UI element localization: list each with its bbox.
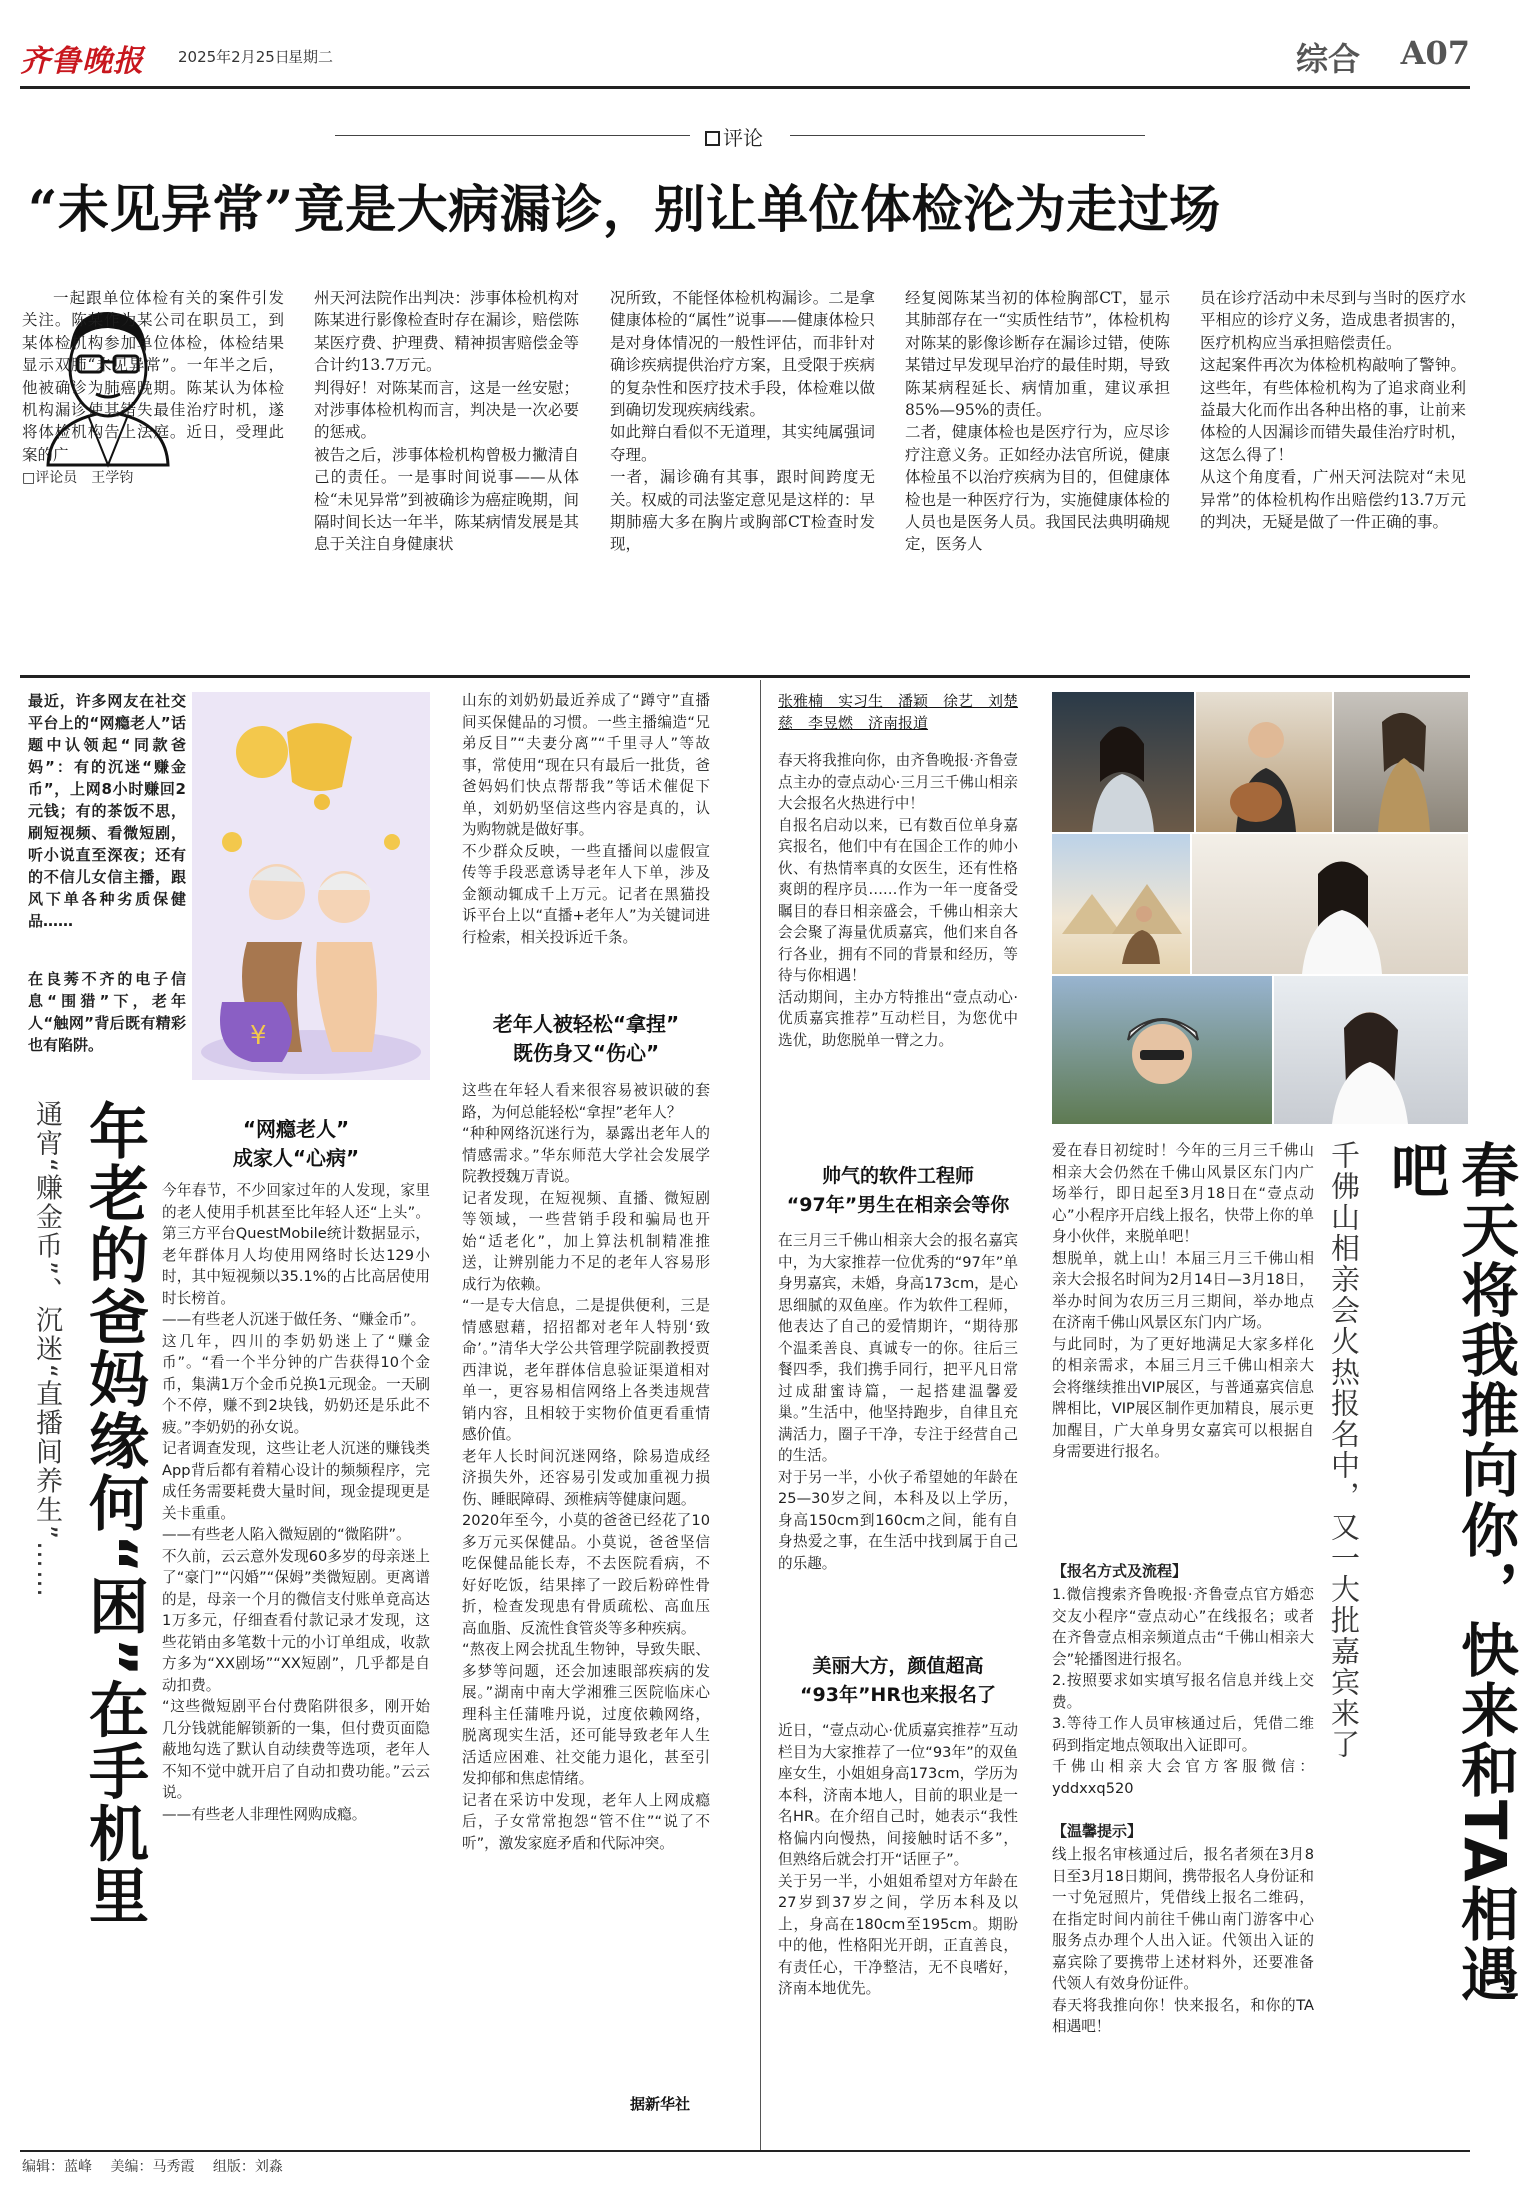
editorial-bottom-rule [20,675,1470,678]
tag-box-icon [705,131,720,146]
howto-text: 1.微信搜索齐鲁晚报·齐鲁壹点官方婚恋交友小程序“壹点动心”在线报名；或者在齐鲁壹点相亲频道点击“千佛山相亲大会”轮播图进行报名。 2.按照要求如实填写报名信息并线上交费。 3.等待工作人员审核通过后，凭借二维码到指定地点领取出入证即可。 千佛山相亲大会官方客服微信：yddxxq520 [1052,1586,1314,1797]
guest-photo-2 [1196,692,1332,832]
guest-photo-6 [1052,976,1272,1124]
howto-label: 【报名方式及流程】 [1052,1562,1188,1580]
footer-layout: 组版：刘淼 [212,2159,283,2175]
masthead-rule [20,86,1470,89]
tips-text: 线上报名审核通过后，报名者须在3月8日至3月18日期间，携带报名人身份证和一寸免冠照片，凭借线上报名二维码，在指定时间内前往千佛山南门游客中心服务点办理个人出入证。代领出入证的嘉宾除了要携带上述材料外，还要准备代领人有效身份证件。 春天将我推向你！快来报名，和你的TA相遇吧！ [1052,1846,1314,2035]
left-source: 据新华社 [630,2095,691,2113]
author-byline: □评论员 王学钧 [22,470,134,486]
left-subhead-1: “网瘾老人” 成家人“心病” [232,1117,360,1170]
right-subhead-1: 帅气的软件工程师 “97年”男生在相亲会等你 [786,1165,1010,1216]
editorial-col-3: 况所致，不能怪体检机构漏诊。二是拿健康体检的“属性”说事——健康体检只是对身体情况的一般性评估，而非针对确诊疾病提供治疗方案，且受限于疾病的复杂性和医疗技术手段，体检难以做到确切发现疾病线索。 如此辩白看似不无道理，其实纯属强词夺理。 一者，漏诊确有其事，跟时间跨度无关。权威的司法鉴定意见是这样的：早期肺癌大多在胸片或胸部CT检查时发现， [610,289,875,554]
guest-photo-7 [1274,976,1468,1124]
guest-photo-1 [1052,692,1194,832]
issue-weekday: 星期二 [288,48,334,66]
left-story-title: 年老的爸妈缘何“困”在手机里 [79,1100,149,1927]
footer-credits [22,2156,283,2176]
footer-art: 美编：马秀霞 [110,2159,195,2175]
svg-text:¥: ¥ [250,1021,267,1051]
tag-rule-right [790,135,1145,136]
lede2-text: 在良莠不齐的电子信息“围猎”下，老年人“触网”背后既有精彩也有陷阱。 [28,970,186,1054]
issue-date: 2025年2月25日 [178,48,290,66]
editorial-col-5: 员在诊疗活动中未尽到与当时的医疗水平相应的诊疗义务，造成患者损害的，医疗机构应当承担赔偿责任。 这起案件再次为体检机构敲响了警钟。这些年，有些体检机构为了追求商业利益最大化而作出各种出格的事，让前来体检的人因漏诊而错失最佳治疗时机，这怎么得了！ 从这个角度看，广州天河法院对“未见异常”的体检机构作出赔偿约13.7万元的判决，无疑是做了一件正确的事。 [1200,289,1466,532]
guest-photo-4 [1052,834,1190,974]
left-col-b: 山东的刘奶奶最近养成了“蹲守”直播间买保健品的习惯。一些主播编造“兄弟反目”“夫妻分离”“千里寻人”等故事，常使用“现在只有最后一批货，爸爸妈妈们快点帮帮我”等话术催促下单，刘奶奶坚信这些内容是真的，认为购物就是做好事。 不少群众反映，一些直播间以虚假宣传等手段恶意诱导老年人下单，涉及金额动辄成千上万元。记者在黑猫投诉平台上以“直播+老年人”为关键词进行检索，相关投诉近千条。 [462,692,710,946]
tips-label: 【温馨提示】 [1052,1822,1143,1840]
editorial-para: 一起跟单位体检有关的案件引发关注。陈某作为某公司在职员工，到某体检机构参加单位体检，体检结果显示双肺“未见异常”。一年半之后，他被确诊为肺癌晚期。陈某认为体检机构漏诊使其错失最佳治疗时机，遂将体检机构告上法庭。近日，受理此案的广 [22,289,284,464]
tag-rule-left [335,135,690,136]
guest-photo-5 [1192,834,1468,974]
editorial-headline: “未见异常”竟是大病漏诊，别让单位体检沦为走过场 [28,180,1221,240]
footer-rule [20,2150,1470,2152]
lede-text: 最近，许多网友在社交平台上的“网瘾老人”话题中认领起“同款爸妈”：有的沉迷“赚金币”，上网8小时赚回2元钱；有的茶饭不思，刷短视频、看微短剧，听小说直至深夜；还有的不信儿女信主播，跟风下单各种劣质保健品…… [28,692,186,930]
right-intro: 春天将我推向你，由齐鲁晚报·齐鲁壹点主办的壹点动心·三月三千佛山相亲大会报名火热进行中！ 自报名启动以来，已有数百位单身嘉宾报名，他们中有在国企工作的帅小伙、有热情率真的女医生，还有性格爽朗的程序员……作为一年一度备受瞩目的春日相亲盛会，千佛山相亲大会会聚了海量优质嘉宾，他们来自各行各业，拥有不同的背景和经历，等待与你相遇！ 活动期间，主办方特推出“壹点动心·优质嘉宾推荐”互动栏目，为您优中选优，助您脱单一臂之力。 [778,752,1018,1049]
left-col-b2: 这些在年轻人看来很容易被识破的套路，为何总能轻松“拿捏”老年人？ “种种网络沉迷行为，暴露出老年人的情感需求。”华东师范大学社会发展学院教授魏万青说。 记者发现，在短视频、直播、微短剧等领域，一些营销手段和骗局也开始“适老化”，加上算法机制精准推送，让辨别能力不足的老年人容易形成行为依赖。 “一是专大信息，二是提供便利，三是情感慰藉，招招都对老年人特别‘致命’。”清华大学公共管理学院副教授贾西津说，老年群体信息验证渠道相对单一，更容易相信网络上各类违规营销内容，且相较于实物价值更看重情感价值。 老年人长时间沉迷网络，除易造成经济损失外，还容易引发或加重视力损伤、睡眠障碍、颈椎病等健康问题。 2020年至今，小莫的爸爸已经花了10多万元买保健品。小莫说，爸爸坚信吃保健品能长寿，不去医院看病，不好好吃饭，结果摔了一跤后粉碎性骨折，检查发现患有骨质疏松、高血压高血脂、反流性食管炎等多种疾病。 “熬夜上网会扰乱生物钟，导致失眠、多梦等问题，还会加速眼部疾病的发展。”湖南中南大学湘雅三医院临床心理科主任蒲唯丹说，过度依赖网络，脱离现实生活，还可能导致老年人生活适应困难、社交能力退化，甚至引发抑郁和焦虑情绪。 记者在采访中发现，老年人上网成瘾后，子女常常抱怨“管不住”“说了不听”，激发家庭矛盾和代际冲突。 [462,1082,710,1852]
paper-logo: 齐鲁晚报 [20,44,144,79]
right-story-subtitle: 千佛山相亲会火热报名中，又一大批嘉宾来了 [1327,1140,1361,1760]
right-col-a3: 近日，“壹点动心·优质嘉宾推荐”互动栏目为大家推荐了一位“93年”的双鱼座女生，小姐姐身高173cm，学历为本科，济南本地人，目前的职业是一名HR。在介绍自己时，她表示“我性格偏内向慢热，间接触时话不多”，但熟络后就会打开“话匣子”。 关于另一半，小姐姐希望对方年龄在27岁到37岁之间，学历本科及以上，身高在180cm至195cm。期盼中的他，性格阳光开朗，正直善良，有责任心，干净整洁，无不良嗜好，济南本地优先。 [778,1722,1018,1997]
left-subhead-2: 老年人被轻松“拿捏” 既伤身又“伤心” [492,1012,680,1065]
footer-editor: 编辑：蓝峰 [22,2159,92,2175]
right-col-a2: 在三月三千佛山相亲大会的报名嘉宾中，为大家推荐一位优秀的“97年”单身男嘉宾，未婚，身高173cm，是心思细腻的双鱼座。作为软件工程师，他表达了自己的爱情期许，“期待那个温柔善良、真诚专一的你。往后三餐四季，我们携手同行，把平凡日常过成甜蜜诗篇，一起搭建温馨爱巢。”生活中，他坚持跑步，自律且充满活力，圈子干净，专注于经营自己的生活。 对于另一半，小伙子希望她的年龄在25—30岁之间，本科及以上学历，身高150cm到160cm之间，能有自身热爱之事，在生活中找到属于自己的乐趣。 [778,1232,1018,1572]
editorial-col-4: 经复阅陈某当初的体检胸部CT，显示其肺部存在一“实质性结节”，体检机构对陈某的影像诊断存在漏诊过错，使陈某错过早发现早治疗的最佳时期，导致陈某病程延长、病情加重，建议承担85%—95%的责任。 二者，健康体检也是医疗行为，应尽诊疗注意义务。正如经办法官所说，健康体检虽不以治疗疾病为目的，但健康体检也是一种医疗行为，实施健康体检的人员也是医务人员。我国民法典明确规定，医务人 [905,289,1170,554]
editorial-col-2: 州天河法院作出判决：涉事体检机构对陈某进行影像检查时存在漏诊，赔偿陈某医疗费、护理费、精神损害赔偿金等合计约13.7万元。 判得好！对陈某而言，这是一丝安慰；对涉事体检机构而言，判决是一次必要的惩戒。 被告之后，涉事体检机构曾极力撇清自己的责任。一是事时间说事——从体检“未见异常”到被确诊为癌症晚期，间隔时间长达一年半，陈某病情发展是其息于关注自身健康状 [314,289,579,554]
left-lede-2 [28,968,186,1056]
left-story-subtitle: 通宵“赚金币”、沉迷“直播间养生”…… [31,1100,62,1599]
column-tag-label: 评论 [723,126,763,150]
editorial-col-1 [22,287,284,466]
section-name: 综合 [1295,40,1360,78]
right-col-b3: 爱在春日初绽时！今年的三月三千佛山相亲大会仍然在千佛山风景区东门内广场举行，即日起至3月18日在“壹点动心”小程序开启线上报名，快带上你的单身小伙伴，来脱单吧！ 想脱单，就上山！本届三月三千佛山相亲大会报名时间为2月14日—3月18日，举办时间为农历三月三期间，举办地点在济南千佛山风景区东门内广场。 与此同时，为了更好地满足大家多样化的相亲需求，本届三月三千佛山相亲大会将继续推出VIP展区，与普通嘉宾信息牌相比，VIP展区制作更加精良，展示更加醒目，广大单身男女嘉宾可以根据自身需要进行报名。 [1052,1142,1314,1460]
elderly-couple-illustration [192,692,430,1080]
left-lede [28,690,186,932]
right-subhead-2: 美丽大方，颜值超高 “93年”HR也来报名了 [800,1655,996,1706]
right-story-title: 春天将我推向你，快来和TA相遇吧 [1381,1140,1519,2004]
column-tag [705,122,763,151]
mid-divider [760,680,761,2150]
page-number: A07 [1400,34,1470,72]
right-reporters: 张雅楠 实习生 潘颖 徐艺 刘楚慈 李昱燃 济南报道 [778,692,1019,732]
left-col-a: 今年春节，不少回家过年的人发现，家里的老人使用手机甚至比年轻人还“上头”。第三方平台QuestMobile统计数据显示，老年群体月人均使用网络时长达129小时，其中短视频以35.1%的占比高居使用时长榜首。 ——有些老人沉迷于做任务、“赚金币”。 这几年，四川的李奶奶迷上了“赚金币”。“看一个半分钟的广告获得10个金币，集满1万个金币兑换1元现金。一天刷个不停，赚不到2块钱，奶奶还是乐此不疲。”李奶奶的孙女说。 记者调查发现，这些让老人沉迷的赚钱类App背后都有着精心设计的频频程序，完成任务需要耗费大量时间，现金提现更是关卡重重。 ——有些老人陷入微短剧的“微陷阱”。 不久前，云云意外发现60多岁的母亲迷上了“豪门”“闪婚”“保姆”类微短剧。更离谱的是，母亲一个月的微信支付账单竟高达1万多元，仔细查看付款记录才发现，这些花销由多笔数十元的小订单组成，收款方多为“XX剧场”“XX短剧”，几乎都是自动扣费。 “这些微短剧平台付费陷阱很多，刚开始几分钱就能解锁新的一集，但付费页面隐蔽地勾选了默认自动续费等选项，老年人不知不觉中就开启了自动扣费功能。”云云说。 ——有些老人非理性网购成瘾。 [162,1182,430,1823]
masthead [20,30,1470,80]
guest-photo-3 [1334,692,1468,832]
